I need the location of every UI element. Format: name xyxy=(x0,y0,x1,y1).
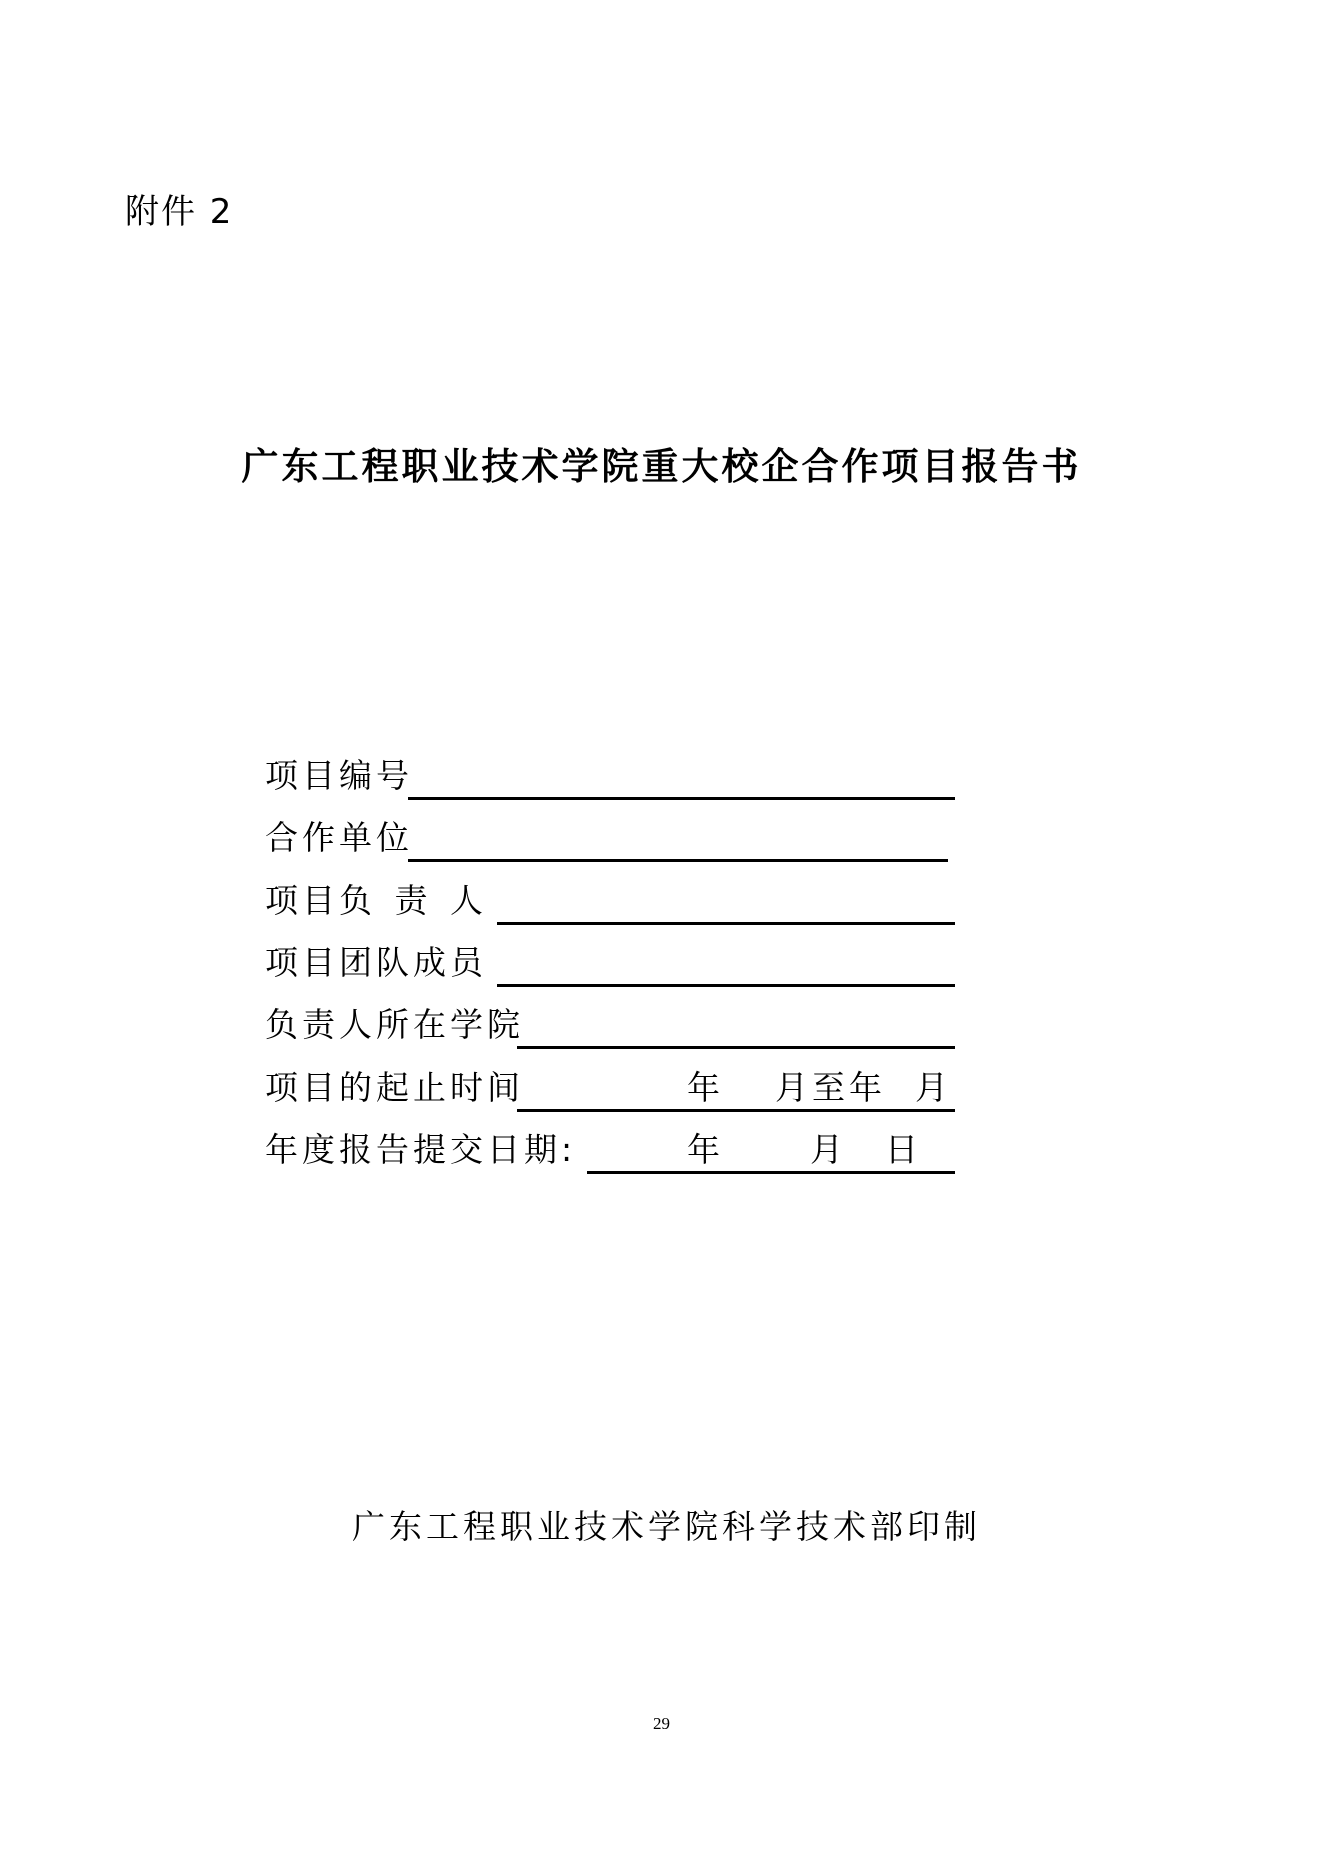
partner-label: 合作单位 xyxy=(265,818,413,857)
project-number-row xyxy=(265,752,955,800)
attachment-label: 附件 2 xyxy=(125,192,234,232)
page-number: 29 xyxy=(653,1714,670,1733)
leader-row xyxy=(265,877,955,925)
period-month2: 月 xyxy=(915,1068,952,1107)
college-label: 负责人所在学院 xyxy=(265,1005,524,1044)
submit-month: 月 xyxy=(810,1130,847,1169)
team-label: 项目团队成员 xyxy=(265,943,487,982)
submit-date-label: 年度报告提交日期: xyxy=(265,1130,577,1169)
partner-field[interactable] xyxy=(408,814,948,862)
partner-row xyxy=(265,814,955,862)
college-row xyxy=(265,1001,955,1049)
project-number-field[interactable] xyxy=(408,752,955,800)
period-field[interactable] xyxy=(517,1064,955,1112)
submit-date-row xyxy=(265,1126,955,1174)
printed-by: 广东工程职业技术学院科学技术部印制 xyxy=(352,1507,981,1546)
document-title: 广东工程职业技术学院重大校企合作项目报告书 xyxy=(241,445,1082,488)
project-number-label: 项目编号 xyxy=(265,756,413,795)
team-field[interactable] xyxy=(497,939,955,987)
period-year1: 年 xyxy=(687,1068,724,1107)
team-row xyxy=(265,939,955,987)
leader-field[interactable] xyxy=(497,877,955,925)
college-field[interactable] xyxy=(517,1001,955,1049)
period-row xyxy=(265,1064,955,1112)
period-month-to-year: 月至年 xyxy=(775,1068,886,1107)
submit-year: 年 xyxy=(687,1130,724,1169)
submit-day: 日 xyxy=(885,1130,922,1169)
leader-label: 项目负 责 人 xyxy=(265,881,487,920)
period-label: 项目的起止时间 xyxy=(265,1068,524,1107)
